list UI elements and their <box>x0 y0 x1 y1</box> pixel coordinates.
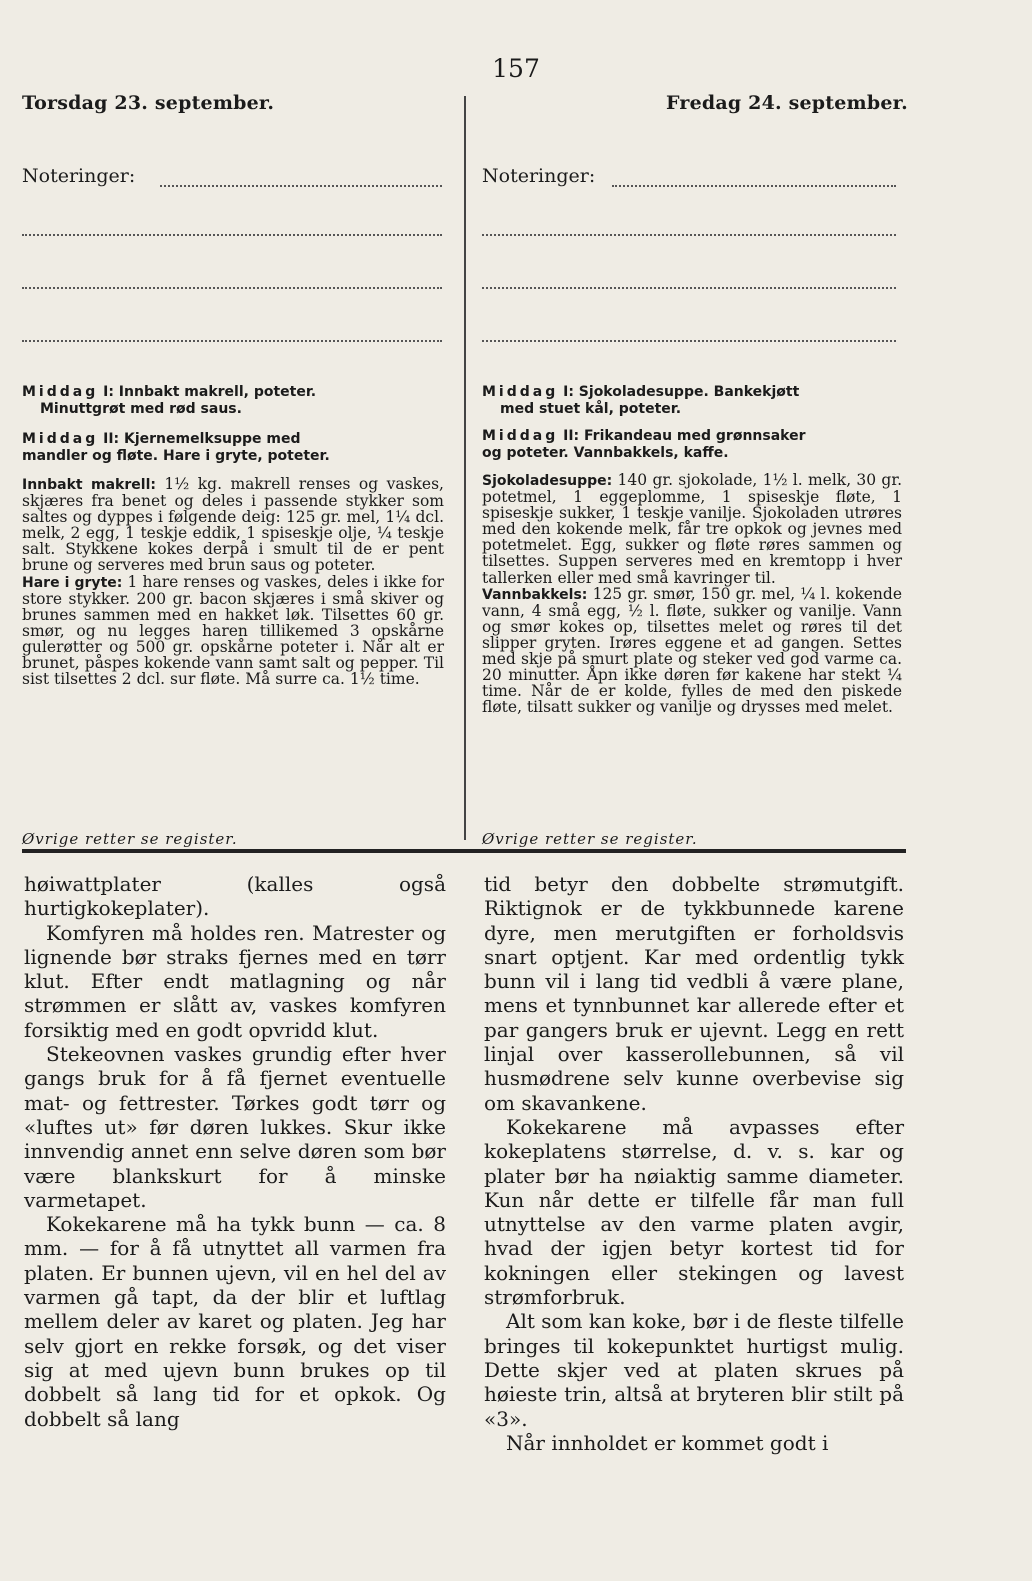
page-number: 157 <box>492 54 540 83</box>
menu-2-right-text: II: Frikandeau med grønnsaker <box>558 428 806 444</box>
body-paragraph: Kokekarene må ha tykk bunn — ca. 8 mm. — for å få utnyttet all varmen fra platen. Er bunnen ujevn, vil en hel del av varmen gå tapt, da der blir et luftlag mellem deler av karet og platen. Jeg har selv gjort en rekke forsøk, og det viser sig at med ujevn bunn brukes op til dobbelt så lang tid for et opkok. Og dobbelt så lang <box>24 1212 446 1431</box>
menu-2-right-cont: og poteter. Vannbakkels, kaffe. <box>482 445 729 461</box>
recipe-text: 125 gr. smør, 150 gr. mel, ¼ l. kokende vann, 4 små egg, ½ l. fløte, sukker og vanilje. Vann og smør kokes op, tilsettes melet og røres til det slipper gryten. Irøres eggene et ad gangen. Settes med skje på smurt plate og steker ved god varme ca. 20 minutter. Åpn ikke døren før kakene har stekt ¼ time. Når de er kolde, fylles de med den piskede fløte, tilsatt sukker og vanilje og drysses med melet. <box>482 584 902 717</box>
menu-1-right-prefix: Middag <box>482 384 559 400</box>
body-paragraph: Kokekarene må avpasses efter kokeplatens størrelse, d. v. s. kar og plater bør ha nøiaktig samme diameter. Kun når dette er tilfelle får man full utnyttelse av den varme platen avgir, hvad der igjen betyr kortest tid for kokningen eller stekingen og lavest strømforbruk. <box>484 1114 904 1310</box>
menu-1-right-cont: med stuet kål, poteter. <box>500 401 682 417</box>
notes-line-left-4 <box>22 340 442 342</box>
body-paragraph: Når innholdet er kommet godt i <box>506 1430 829 1455</box>
recipe-title: Vannbakkels: <box>482 586 588 603</box>
section-divider <box>22 849 906 853</box>
ovrige-retter-right: Øvrige retter se register. <box>482 830 698 848</box>
recipe-title: Innbakt makrell: <box>22 477 156 493</box>
day-header-thursday: Torsdag 23. september. <box>22 92 275 114</box>
recipe-title: Sjokoladesuppe: <box>482 473 613 489</box>
menu-1-right <box>482 384 799 401</box>
notes-line-right-4 <box>482 340 896 342</box>
body-paragraph: høiwattplater (kalles også hurtigkokeplater). <box>24 872 446 921</box>
notes-line-left-2 <box>22 234 442 236</box>
menu-1-right-text: I: Sjokoladesuppe. Bankekjøtt <box>558 384 800 400</box>
recipe-text: 1½ kg. makrell renses og vaskes, skjæres fra benet og deles i passende stykker som saltes og dyppes i følgende deig: 125 gr. mel, 1¼ dcl. melk, 2 egg, 1 teskje eddik, 1 spiseskje olje, ¼ teskje salt. Stykkene kokes derpå i smult til de er pent brune og serveres med brun saus og poteter. <box>22 475 444 575</box>
body-paragraph: Alt som kan koke, bør i de fleste tilfelle bringes til kokepunktet hurtigst mulig. Dette skjer ved at platen skrues på høieste trin, altså at bryteren blir stilt på «3». <box>484 1309 904 1431</box>
recipe-title: Hare i gryte: <box>22 574 123 591</box>
notes-label-text: Noteringer: <box>482 165 596 187</box>
menu-2-right-prefix: Middag <box>482 428 559 444</box>
notes-line-left-1 <box>160 185 442 187</box>
recipes-left <box>22 476 444 687</box>
notes-label-right <box>482 165 595 187</box>
body-column-right <box>484 872 904 1455</box>
notes-label-left <box>22 165 135 187</box>
notes-line-right-1 <box>612 185 896 187</box>
ovrige-retter-left: Øvrige retter se register. <box>22 830 238 848</box>
menu-1-left <box>22 384 316 401</box>
recipe-text: 140 gr. sjokolade, 1½ l. melk, 30 gr. potetmel, 1 eggeplomme, 1 spiseskje fløte, 1 spiseskje sukker, 1 teskje vanilje. Sjokoladen utrøres med den kokende melk, får tre opkok og jevnes med potetmelet. Egg, sukker og fløte røres sammen og tilsettes. Suppen serveres med en kremtopp i hver tallerken eller med små kavringer til. <box>482 471 902 587</box>
menu-2-left-text: II: Kjernemelksuppe med <box>98 431 301 447</box>
menu-2-left-prefix: Middag <box>22 431 99 447</box>
column-divider <box>464 96 466 840</box>
menu-1-left-cont: Minuttgrøt med rød saus. <box>40 401 242 417</box>
menu-2-left-cont: mandler og fløte. Hare i gryte, poteter. <box>22 448 330 464</box>
day-header-friday: Fredag 24. september. <box>666 92 908 114</box>
recipes-right <box>482 472 902 715</box>
body-paragraph: Stekeovnen vaskes grundig efter hver gangs bruk for å få fjernet eventuelle mat- og fettrester. Tørkes godt tørr og «luftes ut» før døren lukkes. Skur ikke innvendig annet enn selve døren som bør være blankskurt for å minske varmetapet. <box>24 1042 446 1212</box>
menu-2-right <box>482 428 806 445</box>
notes-line-right-2 <box>482 234 896 236</box>
body-paragraph: tid betyr den dobbelte strømutgift. Riktignok er de tykkbunnede karene dyre, men merutgiften er forholdsvis snart optjent. Kar med ordentlig tykk bunn vil i lang tid vedbli å være plane, mens et tynnbunnet kar allerede efter et par gangers bruk er ujevnt. Legg en rett linjal over kasserollebunnen, så vil husmødrene selv kunne overbevise sig om skavankene. <box>484 872 904 1115</box>
notes-line-left-3 <box>22 287 442 289</box>
menu-2-left <box>22 431 301 448</box>
notes-line-right-3 <box>482 287 896 289</box>
menu-1-left-prefix: Middag <box>22 384 99 400</box>
menu-1-left-text: I: Innbakt makrell, poteter. <box>98 384 317 400</box>
body-column-left <box>24 872 446 1431</box>
notes-label-text: Noteringer: <box>22 165 136 187</box>
recipe-text: 1 hare renses og vaskes, deles i ikke for store stykker. 200 gr. bacon skjæres i små skiver og brunes sammen med en hakket løk. Tilsettes 60 gr. smør, og nu legges haren tillikemed 3 opskårne gulerøtter og 500 gr. opskårne poteter i. Når alt er brunet, påspes kokende vann samt salt og pepper. Til sist tilsettes 2 dcl. sur fløte. Må surre ca. 1½ time. <box>22 572 445 689</box>
body-paragraph: Komfyren må holdes ren. Matrester og lignende bør straks fjernes med en tørr klut. Efter endt matlagning og når strømmen er slått av, vaskes komfyren forsiktig med en godt opvridd klut. <box>24 920 446 1042</box>
